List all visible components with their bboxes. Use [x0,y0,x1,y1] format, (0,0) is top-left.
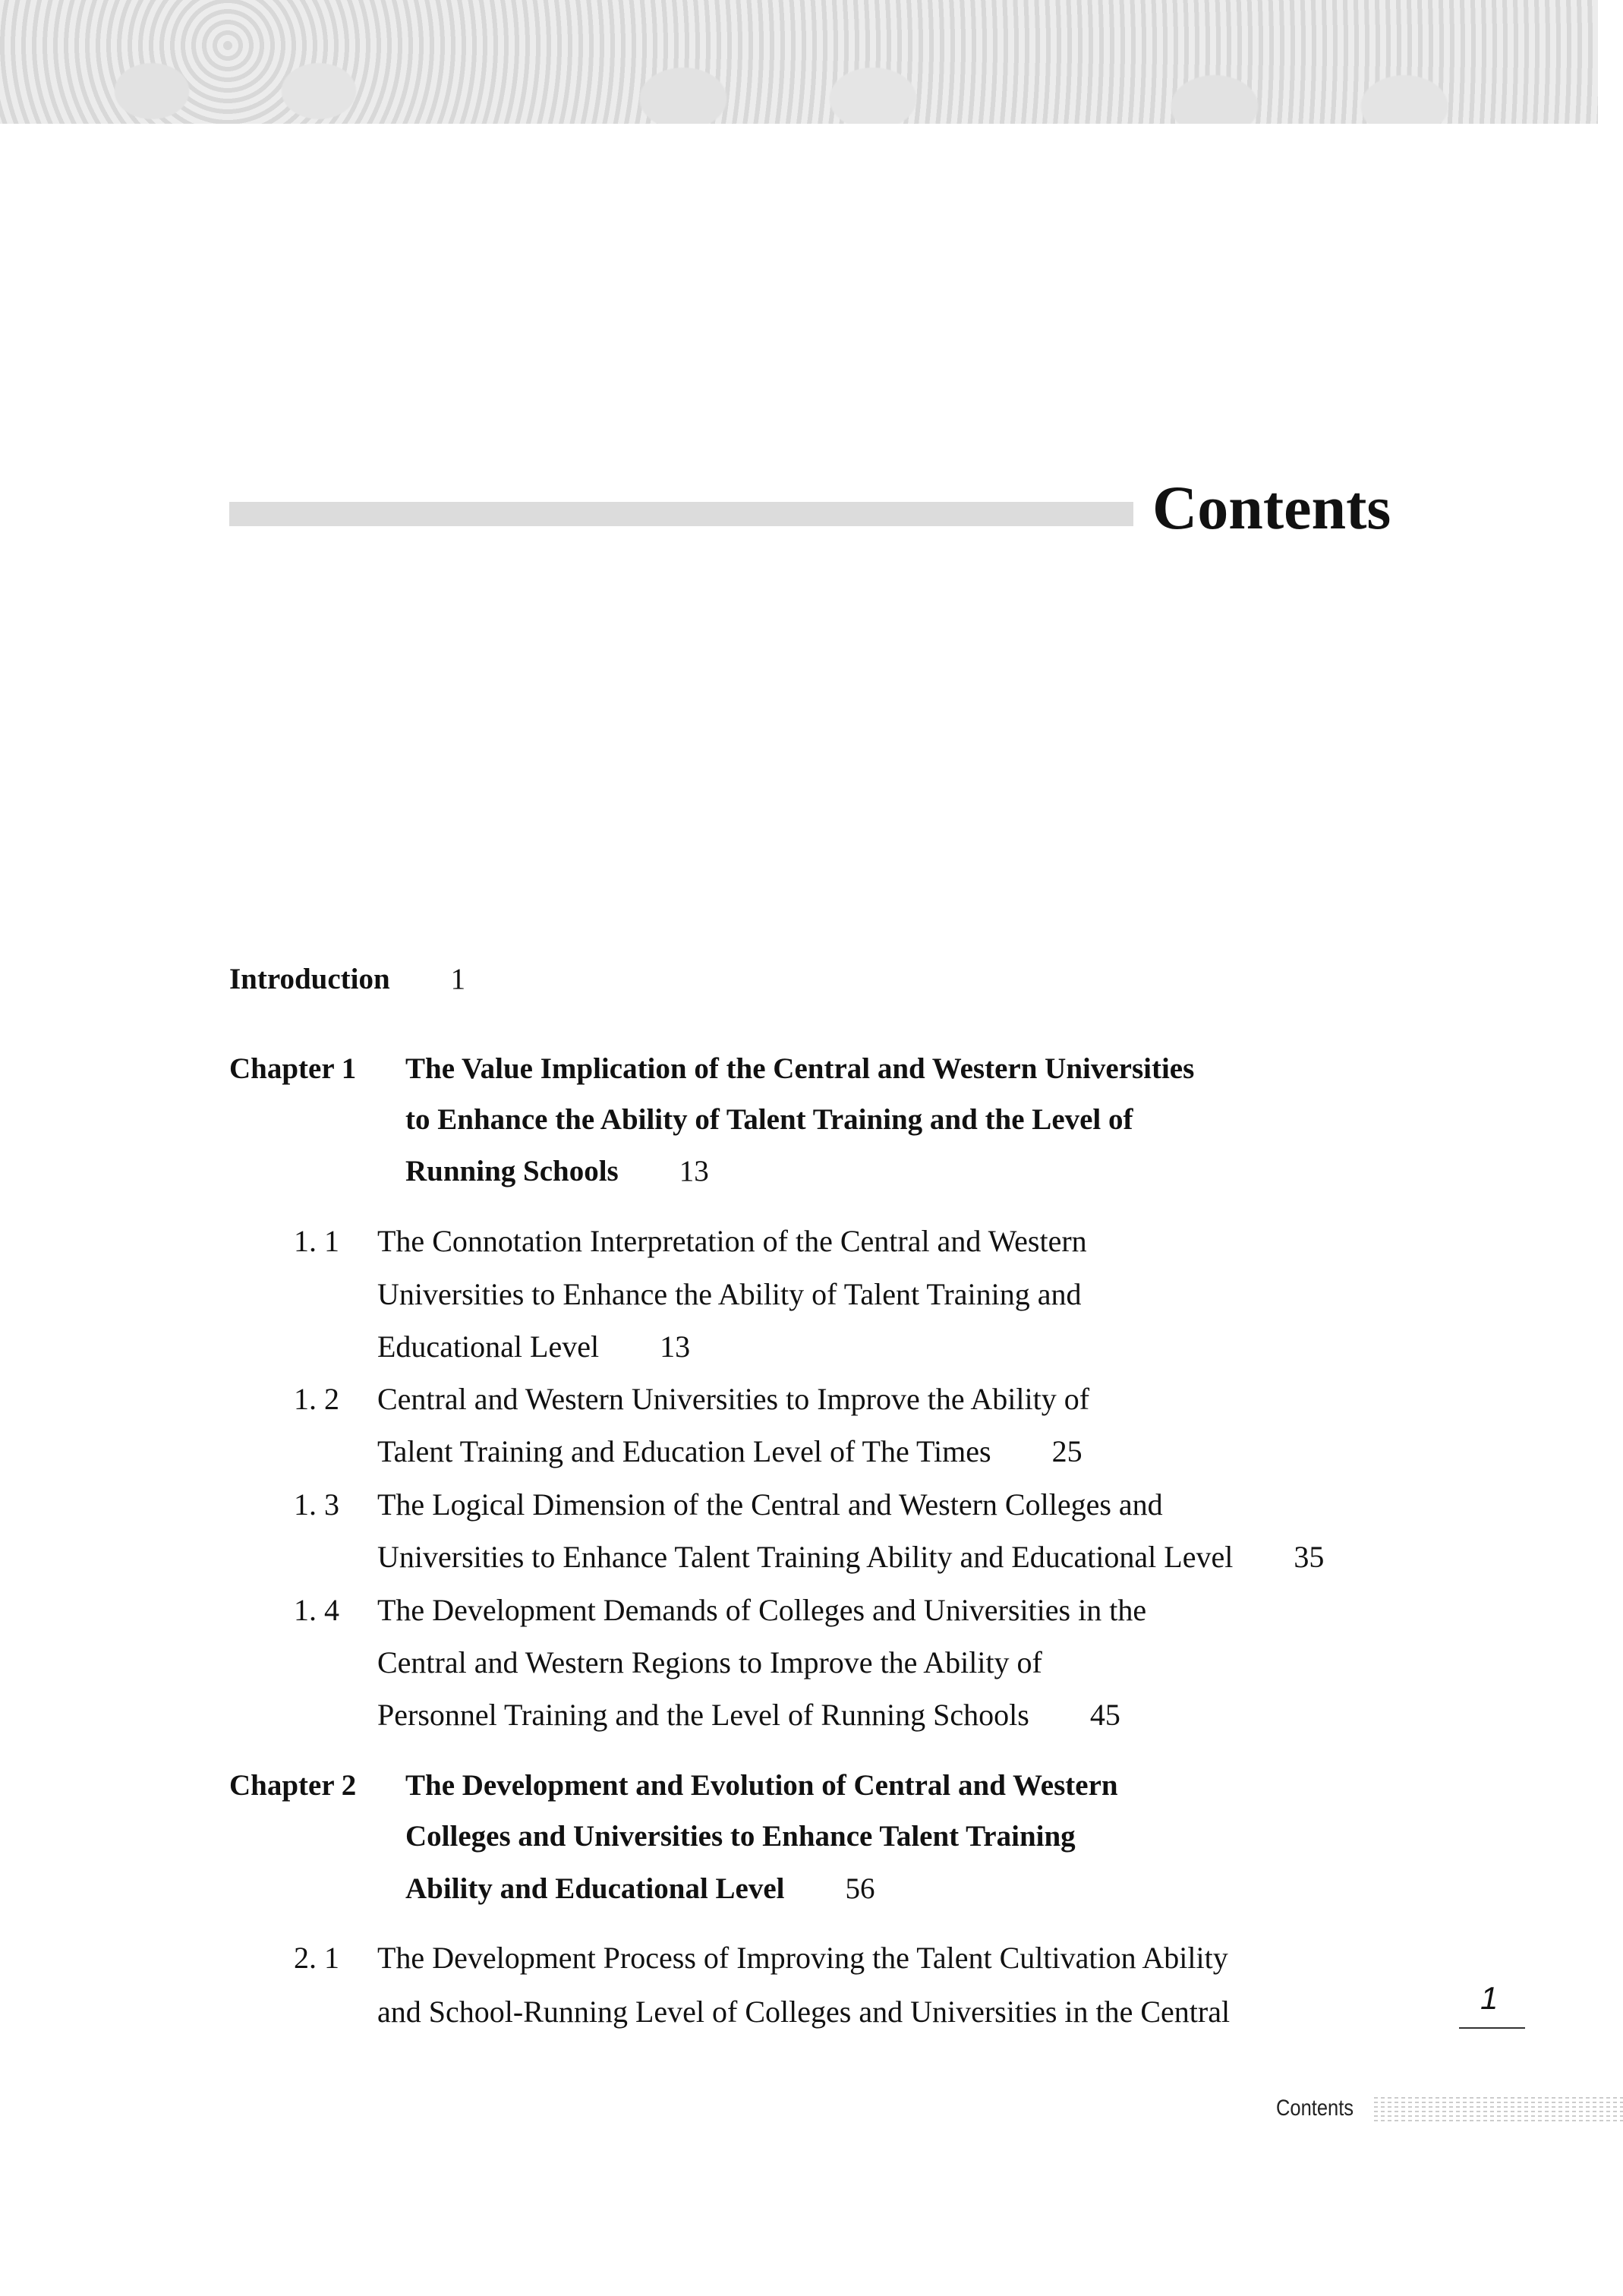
section-2-1-line[interactable]: and School-Running Level of Colleges and Universities in the Central [377,1995,1231,2029]
chapter1-title-line[interactable]: The Value Implication of the Central and Western Universities [405,1052,1195,1085]
toc-page: 25 [1051,1434,1083,1468]
section-1-2-line[interactable] [377,1433,1083,1471]
section-1-3-line[interactable]: The Logical Dimension of the Central and Western Colleges and [377,1487,1163,1522]
section-1-3-line[interactable] [377,1538,1324,1576]
toc-label: Running Schools [405,1155,619,1187]
section-number: 1. 1 [294,1224,339,1258]
chapter1-title-line[interactable]: to Enhance the Ability of Talent Training and the Level of [405,1103,1133,1136]
footer-dot-pattern [1374,2097,1623,2124]
chapter1-label[interactable]: Chapter 1 [229,1052,357,1085]
toc-page: 45 [1089,1698,1120,1732]
toc-label: Educational Level [377,1329,600,1364]
section-1-4-line[interactable]: The Development Demands of Colleges and Universities in the [377,1593,1147,1627]
section-1-1-line[interactable]: Universities to Enhance the Ability of Talent Training and [377,1277,1082,1311]
toc-label: Introduction [229,963,390,995]
toc-label: Ability and Educational Level [405,1872,785,1905]
section-1-1-line[interactable]: The Connotation Interpretation of the Central and Western [377,1224,1087,1258]
decorative-cloud-header-band [0,0,1598,124]
page-number: 1 [1480,1980,1499,2016]
toc-page: 35 [1294,1540,1325,1574]
toc-page: 1 [450,963,466,995]
toc-page: 13 [660,1329,691,1364]
toc-page: 13 [679,1155,709,1187]
section-number: 1. 2 [294,1382,339,1416]
chapter2-label[interactable]: Chapter 2 [229,1769,357,1802]
section-number: 1. 4 [294,1593,339,1627]
chapter2-title-line[interactable]: The Development and Evolution of Central and Western [405,1769,1118,1802]
section-1-1-line[interactable] [377,1328,690,1366]
chapter2-title-line[interactable]: Colleges and Universities to Enhance Talent Training [405,1820,1076,1853]
chapter2-title-line[interactable] [405,1870,875,1908]
section-number: 2. 1 [294,1941,339,1975]
page-title: Contents [1152,473,1391,542]
toc-label: Talent Training and Education Level of The Times [377,1434,991,1468]
toc-introduction[interactable] [229,960,465,998]
title-rule-bar [229,502,1133,526]
toc-label: Personnel Training and the Level of Running Schools [377,1698,1029,1732]
section-1-4-line[interactable] [377,1696,1120,1734]
running-footer-title: Contents [1276,2096,1354,2121]
toc-label: Universities to Enhance Talent Training Ability and Educational Level [377,1540,1234,1574]
section-number: 1. 3 [294,1487,339,1522]
section-1-4-line[interactable]: Central and Western Regions to Improve the Ability of [377,1645,1042,1679]
page-number-underline [1459,2027,1525,2029]
section-1-2-line[interactable]: Central and Western Universities to Improve the Ability of [377,1382,1090,1416]
section-2-1-line[interactable]: The Development Process of Improving the Talent Cultivation Ability [377,1941,1228,1975]
toc-page: 56 [845,1872,875,1905]
chapter1-title-line[interactable] [405,1153,709,1191]
